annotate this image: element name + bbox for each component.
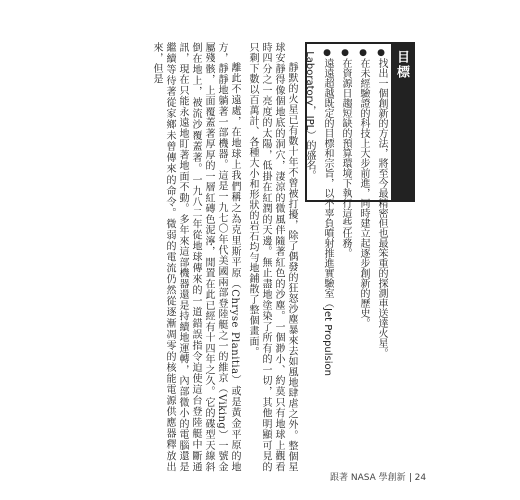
goal-text: 遠遠超越既定的目標和宗旨，以不辜負噴射推進實驗室（Jet Propulsion xyxy=(322,58,333,376)
bullet-icon: ● xyxy=(340,48,350,58)
body-text xyxy=(108,42,298,472)
bullet-icon: ● xyxy=(376,48,386,58)
bullet-icon: ● xyxy=(358,48,368,58)
goal-item-continued xyxy=(301,48,317,198)
page-number: 24 xyxy=(414,473,427,483)
goal-item xyxy=(337,48,353,258)
goals-list xyxy=(301,48,389,376)
goal-text: 找出一個創新的方法，將至今最精密但也最笨重的探測車送達火星。 xyxy=(376,58,387,358)
book-title: 跟著 NASA 學創新 xyxy=(330,473,406,483)
footer-divider xyxy=(410,473,411,482)
goal-item xyxy=(373,48,389,358)
paragraph: 離此不遠處，在地球上我們稱之為克里斯平原（Chryse Planitia）或是黃金平原的地方，靜靜地躺著一部機器。這是一九七〇年代美國兩部登陸艇之一的維京（Viking）一號金屬殘骸，上面覆蓋著厚厚的一層紅磚色泥濘，閒置在此已經有十四年之久。它的碟型天線斜倒在地上，被流沙覆蓋著。一九八二年從地球傳來的一道錯誤指令迫使這台登陸艇中斷通訊，現在只能永遠地盯著地面不動。多年來這部機器還是持續地運轉，內部微小的電腦還是繼續等待著從家鄉未曾傳來的命令。微弱的電流仍然從逐漸凋零的核能電源供應器釋放出來，但是 xyxy=(151,42,240,472)
goal-text: 在未經驗證的科技上大步前進，同時建立起逐步創新的歷史。 xyxy=(358,58,369,328)
paragraph: 靜默的火星已有數十年不曾被打擾，除了偶發的狂怒沙塵暴來去如風地肆虐之外。整個星球安靜得像個地底的洞穴，淒涼的微風伴隨著紅色的沙塵。一個渺小、約莫只有地球上觀看時四分之一亮度的太陽，低掛在紅潤的天邊。無止盡地塗染了所有的一切，其他明顯可見的只剩下數以百萬計、各種大小和形狀的岩石均勻地鋪散了整個畫面。 xyxy=(247,42,297,472)
goal-item xyxy=(355,48,371,328)
goals-title: 目標 xyxy=(394,50,409,80)
goal-item xyxy=(319,48,335,376)
goal-text: 在資源日趨短缺的預算環境下執行這些任務。 xyxy=(340,58,351,258)
goals-box xyxy=(304,42,415,376)
goals-header xyxy=(391,44,413,202)
bullet-icon: ● xyxy=(322,48,332,58)
goal-text: Laboratory，JPL）的盛名。 xyxy=(304,51,315,181)
page-footer xyxy=(330,470,426,483)
